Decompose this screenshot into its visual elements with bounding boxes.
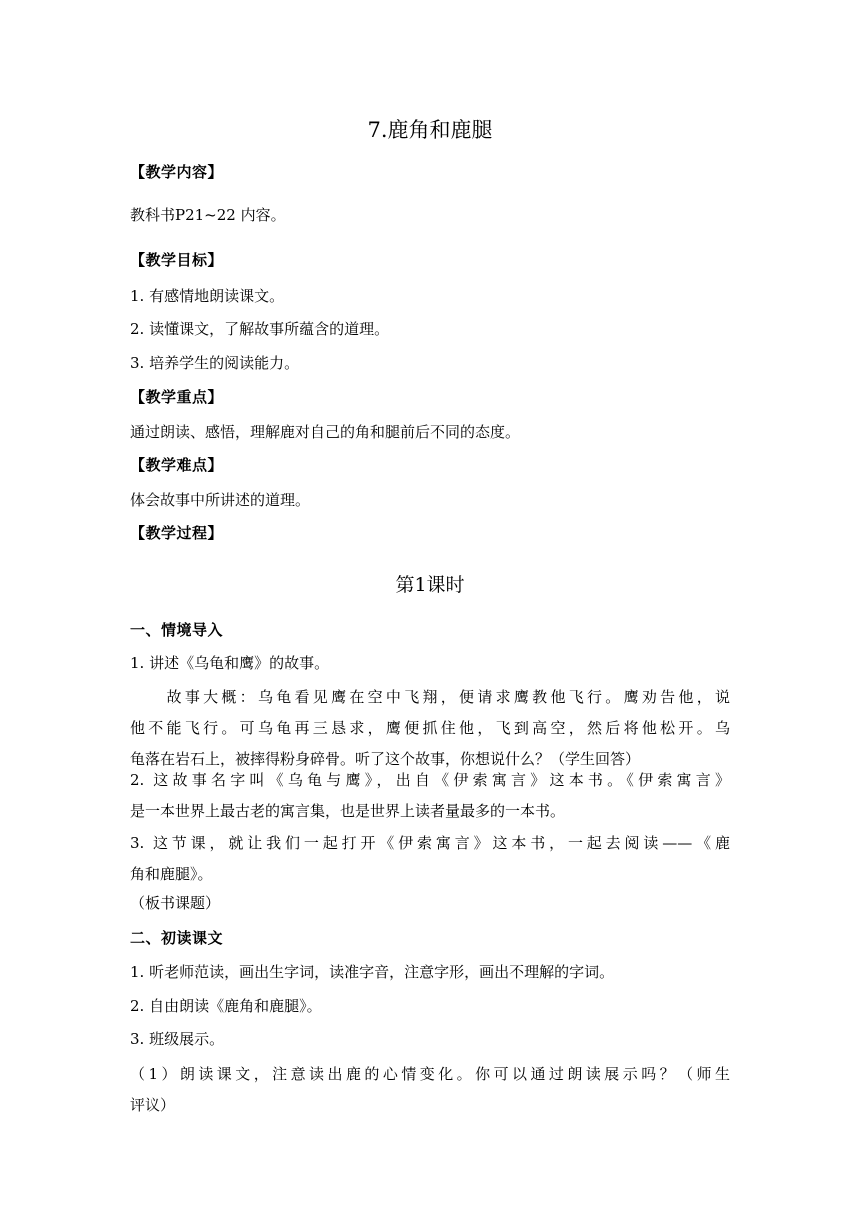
- content-text: 教科书P21~22 内容。: [130, 206, 286, 224]
- board-note: （板书课题）: [130, 894, 221, 912]
- paragraph: [130, 765, 730, 827]
- goal-item: 1. 有感情地朗读课文。: [130, 287, 285, 305]
- goal-item: 3. 培养学生的阅读能力。: [130, 354, 300, 372]
- doc-title: 7.鹿角和鹿腿: [367, 118, 493, 142]
- part-heading: 二、初读课文: [130, 929, 224, 947]
- story-line: 龟落在岩石上，被摔得粉身碎骨。听了这个故事，你想说什么？（学生回答）: [130, 750, 641, 768]
- section-heading-difficulty: 【教学难点】: [130, 456, 224, 474]
- goal-item: 2. 读懂课文，了解故事所蕴含的道理。: [130, 320, 390, 338]
- section-heading-process: 【教学过程】: [130, 524, 224, 542]
- part-heading: 一、情境导入: [130, 621, 224, 639]
- paragraph: 1. 听老师范读，画出生字词，读准字音，注意字形，画出不理解的字词。: [130, 963, 615, 981]
- section-heading-content: 【教学内容】: [130, 163, 224, 181]
- story-paragraph: [130, 682, 730, 775]
- story-line: 故事大概：乌龟看见鹰在空中飞翔，便请求鹰教他飞行。鹰劝告他，说: [130, 688, 730, 706]
- paragraph: [130, 828, 730, 890]
- paragraph: 3. 班级展示。: [130, 1030, 225, 1048]
- paragraph-line: 2. 这故事名字叫《乌龟与鹰》，出自《伊索寓言》这本书。《伊索寓言》: [130, 771, 730, 789]
- paragraph-line: 评议）: [130, 1096, 176, 1114]
- section-heading-goals: 【教学目标】: [130, 251, 224, 269]
- paragraph-line: 3. 这节课，就让我们一起打开《伊索寓言》这本书，一起去阅读——《鹿: [130, 834, 730, 852]
- story-line: 他不能飞行。可乌龟再三恳求，鹰便抓住他，飞到高空，然后将他松开。乌: [130, 719, 730, 737]
- paragraph-line: 角和鹿腿》。: [130, 865, 213, 883]
- paragraph: 1. 讲述《乌龟和鹰》的故事。: [130, 654, 330, 672]
- lesson-title: 第1课时: [395, 574, 465, 596]
- paragraph: [130, 1059, 730, 1121]
- paragraph-line: （1）朗读课文，注意读出鹿的心情变化。你可以通过朗读展示吗？（师生: [130, 1065, 730, 1083]
- difficulty-text: 体会故事中所讲述的道理。: [130, 491, 311, 509]
- paragraph: 2. 自由朗读《鹿角和鹿腿》。: [130, 997, 322, 1015]
- key-text: 通过朗读、感悟，理解鹿对自己的角和腿前后不同的态度。: [130, 423, 521, 441]
- paragraph-line: 是一本世界上最古老的寓言集，也是世界上读者量最多的一本书。: [130, 802, 566, 820]
- section-heading-key: 【教学重点】: [130, 388, 224, 406]
